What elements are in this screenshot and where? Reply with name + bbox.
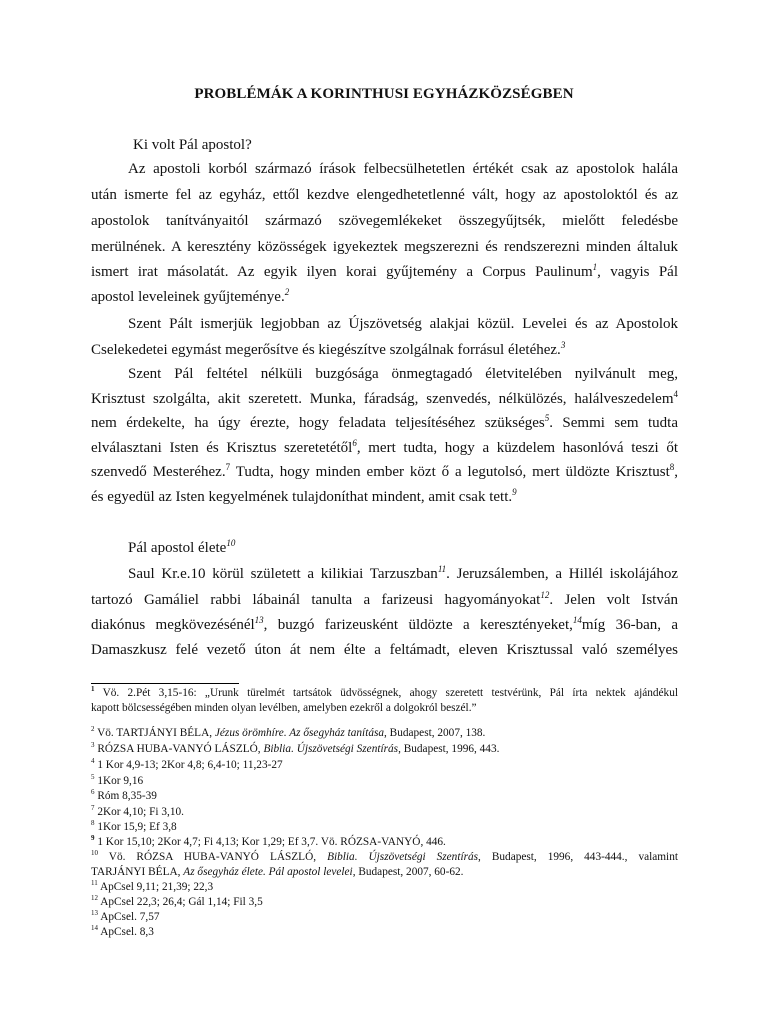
footnote-1-cont: kapott bölcsességében minden olyan levélben, amelyben ezekről a dolgokról beszél.”: [91, 702, 477, 714]
footnote-2: $^2$ Vö. TARTJÁNYI BÉLA, Jézus örömhíre. Az ősegyház tanítása, Budapest, 2007, 138.: [91, 725, 486, 739]
page-title: PROBLÉMÁK A KORINTHUSI EGYHÁZKÖZSÉGBEN: [194, 86, 574, 102]
paragraph-line: Szent Pált ismerjük legjobban az Újszövetség alakjai közül. Levelei és az Apostolok: [128, 316, 678, 332]
footnote-9: $^9$ 1 Kor 15,10; 2Kor 4,7; Fi 4,13; Kor 1,29; Ef 3,7. Vö. RÓZSA-VANYÓ, 446.: [91, 834, 446, 848]
footnote-ref: 1: [592, 262, 598, 272]
paragraph-line: után ismerte fel az egyház, ettől kezdve elengedhetetlenné vált, hogy az apostoloktól és az: [91, 187, 678, 203]
footnote-ref: 4: [673, 389, 678, 399]
footnote-ref: 5: [544, 413, 550, 423]
paragraph-line: diakónus megkövezésénél$^{13}$, buzgó farizeusként üldözte a keresztényeket,$^{14}$míg 36-ban, a: [91, 615, 679, 633]
section-heading-1: Ki volt Pál apostol?: [133, 137, 252, 153]
footnote-12: $^{12}$ ApCsel 22,3; 26,4; Gál 1,14; Fil 3,5: [91, 894, 263, 908]
paragraph-line: és egyedül az Isten kegyelmének tulajdoníthat mindent, amit csak tett.$^9$: [91, 487, 517, 505]
footnote-ref: 8: [669, 462, 675, 472]
paragraph-line: Saul Kr.e.10 körül született a kilikiai Tarzuszban$^{11}$. Jeruzsálemben, a Hillél iskolájához: [128, 564, 678, 582]
paragraph-line: Szent Pál feltétel nélküli buzgósága önmegtagadó életvitelében nyilvánult meg,: [128, 366, 678, 382]
footnote-10: $^{10}$ Vö. RÓZSA HUBA-VANYÓ LÁSZLÓ, Biblia. Újszövetségi Szentírás, Budapest, 1996, 443-444., valamint: [91, 849, 678, 863]
footnote-ref: 14: [572, 615, 582, 625]
paragraph-line: Krisztust szolgálta, akit szeretett. Munka, fáradság, szenvedés, nélkülözés, halálveszedelem$^4$: [91, 389, 678, 407]
footnote-ref: 6: [352, 438, 357, 448]
footnote-11: $^{11}$ ApCsel 9,11; 21,39; 22,3: [91, 879, 214, 893]
footnote-10-cont: TARJÁNYI BÉLA, Az ősegyház élete. Pál apostol levelei, Budapest, 2007, 60-62.: [91, 866, 464, 878]
footnote-ref: 13: [254, 615, 264, 625]
footnote-ref: 10: [226, 538, 236, 548]
paragraph-line: elválasztani Isten és Krisztus szeretetétől$^6$, mert tudta, hogy a küzdelem hasonlóvá teszi őt: [91, 438, 678, 456]
footnote-separator: [91, 683, 239, 684]
paragraph-line: merülnének. A keresztény közösségek igyekeztek megszerezni és rendszerezni minden általuk: [91, 239, 678, 255]
footnote-ref: 7: [225, 462, 231, 472]
footnote-ref: 11: [437, 564, 447, 574]
footnote-ref: 12: [540, 590, 550, 600]
footnote-5: $^5$ 1Kor 9,16: [91, 773, 144, 787]
paragraph-line: ismert irat másolatát. Az egyik ilyen korai gyűjtemény a Corpus Paulinum$^1$, vagyis Pál: [91, 262, 678, 280]
footnote-ref: 2: [284, 287, 290, 297]
paragraph-line: szenvedő Mesteréhez.$^7$ Tudta, hogy minden ember közt ő a legutolsó, mert üldözte Krisztust$^8$,: [91, 462, 678, 480]
footnote-ref: 3: [560, 340, 566, 350]
paragraph-line: Cselekedetei egymást megerősítve és kiegészítve szolgálnak forrásul életéhez.$^3$: [91, 340, 566, 358]
footnote-6: $^6$ Róm 8,35-39: [91, 788, 157, 802]
footnote-1: $^1$ Vö. 2.Pét 3,15-16: „Urunk türelmét tartsátok üdvösségnek, ahogy szeretett testvérünk, Pál írta nektek ajándékul: [91, 685, 678, 699]
paragraph-line: apostolok tanítványaitól származó szövegemlékeket összegyűjtsék, mielőtt feledésbe: [91, 213, 678, 229]
paragraph-line: apostol leveleinek gyűjteménye.$^2$: [91, 287, 290, 305]
paragraph-line: nem érdekelte, ha úgy érezte, hogy feladata teljesítéséhez szükséges$^5$. Semmi sem tudta: [91, 413, 678, 431]
paragraph-line: Damaszkusz felé vezető úton át nem élte a feltámadt, eleven Krisztussal való személyes: [91, 642, 678, 658]
footnote-7: $^7$ 2Kor 4,10; Fi 3,10.: [91, 804, 184, 818]
paragraph-line: tartozó Gamáliel rabbi lábainál tanulta a farizeusi hagyományokat$^{12}$. Jelen volt István: [91, 590, 678, 608]
paragraph-line: Az apostoli korból származó írások felbecsülhetetlen értékét csak az apostolok halála: [128, 161, 678, 177]
section-heading-2: Pál apostol élete$^{10}$: [128, 538, 236, 556]
footnote-14: $^{14}$ ApCsel. 8,3: [91, 924, 154, 938]
footnote-13: $^{13}$ ApCsel. 7,57: [91, 909, 160, 923]
footnote-4: $^4$ 1 Kor 4,9-13; 2Kor 4,8; 6,4-10; 11,23-27: [91, 757, 283, 771]
footnote-3: $^3$ RÓZSA HUBA-VANYÓ LÁSZLÓ, Biblia. Újszövetségi Szentírás, Budapest, 1996, 443.: [91, 741, 500, 755]
footnote-ref: 9: [512, 487, 517, 497]
footnote-8: $^8$ 1Kor 15,9; Ef 3,8: [91, 819, 177, 833]
